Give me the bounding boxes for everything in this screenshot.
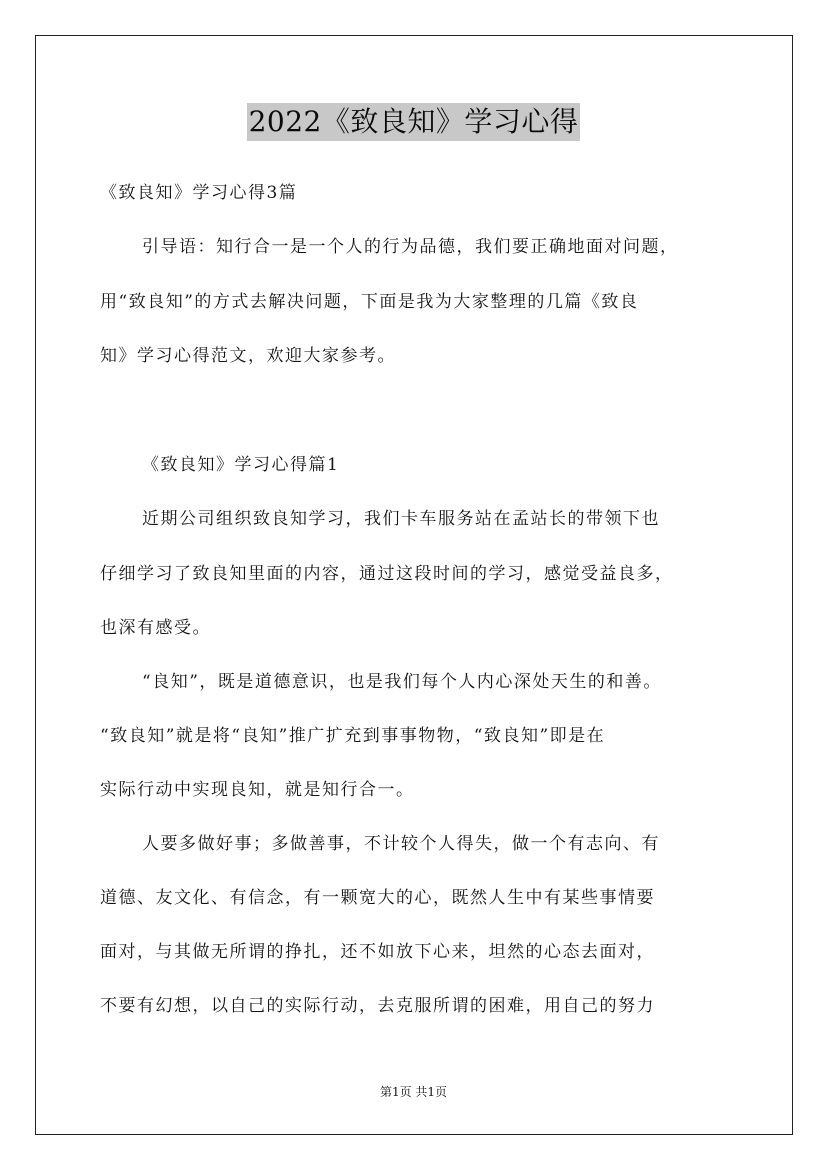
paragraph-line: 不要有幻想，以自己的实际行动，去克服所谓的困难，用自己的努力 xyxy=(100,996,655,1016)
page-footer: 第1页 共1页 xyxy=(379,1085,448,1099)
paragraph-line: “致良知”就是将“良知”推广扩充到事事物物，“致良知”即是在 xyxy=(100,726,606,746)
intro-line-1: 引导语：知行合一是一个人的行为品德，我们要正确地面对问题， xyxy=(142,237,679,257)
intro-line-2: 用“致良知”的方式去解决问题，下面是我为大家整理的几篇《致良 xyxy=(100,292,639,312)
paragraph-line: “良知”，既是道德意识，也是我们每个人内心深处天生的和善。 xyxy=(142,672,662,692)
paragraph-line: 人要多做好事；多做善事，不计较个人得失，做一个有志向、有 xyxy=(142,834,660,854)
document-title: 2022《致良知》学习心得 xyxy=(247,103,581,141)
paragraph-line: 近期公司组织致良知学习，我们卡车服务站在孟站长的带领下也 xyxy=(142,509,660,529)
intro-line-3: 知》学习心得范文，欢迎大家参考。 xyxy=(100,346,396,366)
section-heading: 《致良知》学习心得篇1 xyxy=(142,455,340,475)
paragraph-line: 面对，与其做无所谓的挣扎，还不如放下心来，坦然的心态去面对， xyxy=(100,942,655,962)
document-subtitle: 《致良知》学习心得3篇 xyxy=(100,183,298,203)
paragraph-line: 实际行动中实现良知，就是知行合一。 xyxy=(100,780,415,800)
paragraph-line: 也深有感受。 xyxy=(100,618,211,638)
paragraph-line: 道德、友文化、有信念，有一颗宽大的心，既然人生中有某些事情要 xyxy=(100,888,655,908)
paragraph-line: 仔细学习了致良知里面的内容，通过这段时间的学习，感觉受益良多， xyxy=(100,564,674,584)
title-wrap xyxy=(0,103,827,141)
